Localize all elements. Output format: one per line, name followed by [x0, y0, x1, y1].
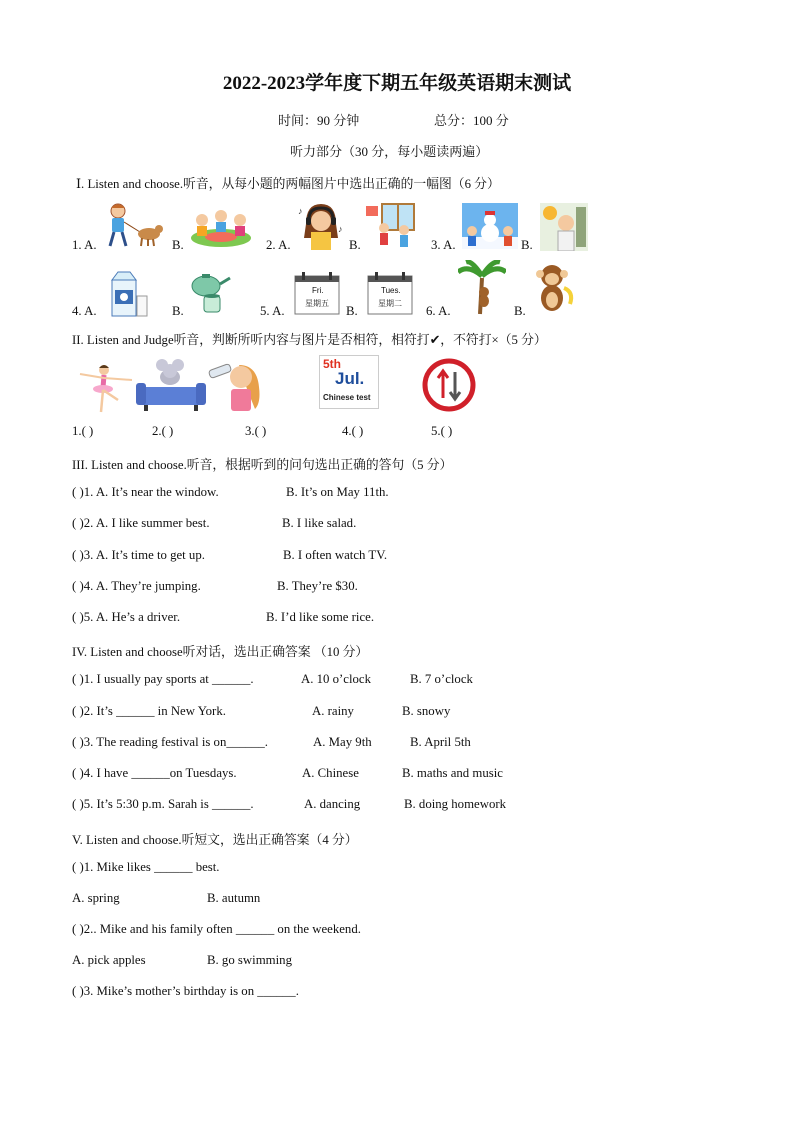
option-label: 3. A. — [431, 238, 456, 252]
question-stem: ( )1. Mike likes ______ best. — [72, 860, 220, 874]
section-3-heading: III. Listen and choose.听音，根据听到的问句选出正确的答句（5 分） — [72, 458, 453, 472]
girl-listening-music-picture — [296, 202, 346, 250]
section-4-heading: IV. Listen and choose听对话，选出正确答案 （10 分） — [72, 645, 369, 659]
option-b: B. maths and music — [402, 766, 503, 780]
question-stem: ( )1. I usually pay sports at ______. — [72, 672, 254, 686]
question-stem: ( )3. The reading festival is on______. — [72, 735, 268, 749]
option-b: B. April 5th — [410, 735, 471, 749]
option-b: B. 7 o’clock — [410, 672, 473, 686]
listening-section-title: 听力部分（30 分，每小题读两遍） — [290, 144, 489, 159]
tea-picture — [186, 270, 234, 314]
calendar-day-label: Fri. — [312, 286, 324, 295]
question-stem: ( )5. A. He’s a driver. — [72, 610, 181, 624]
ballet-dancer-picture — [74, 360, 136, 414]
total-score: 总分：100 分 — [434, 113, 509, 128]
section-5-heading: V. Listen and choose.听短文，选出正确答案（4 分） — [72, 833, 358, 847]
question-stem: ( )2.. Mike and his family often ______ on the weekend. — [72, 922, 361, 936]
option-b: B. go swimming — [207, 953, 292, 967]
date-card-caption: Chinese test — [323, 393, 371, 402]
option-label: 4. A. — [72, 304, 97, 318]
option-label: B. — [346, 304, 358, 318]
question-stem: ( )4. A. They’re jumping. — [72, 579, 201, 593]
calendar-friday-picture — [294, 271, 340, 315]
option-b: B. I like salad. — [282, 516, 357, 530]
svg-text:♪: ♪ — [338, 224, 343, 234]
question-stem: ( )2. It’s ______ in New York. — [72, 704, 226, 718]
option-label: 1. A. — [72, 238, 97, 252]
option-label: B. — [172, 238, 184, 252]
milk-picture — [108, 268, 148, 318]
option-a: A. rainy — [312, 704, 354, 718]
option-label: B. — [521, 238, 533, 252]
question-stem: ( )3. Mike’s mother’s birthday is on ______. — [72, 984, 299, 998]
date-card-picture — [319, 355, 379, 409]
monkey-eating-banana-picture — [530, 262, 578, 316]
option-label: B. — [514, 304, 526, 318]
building-snowman-picture — [462, 203, 518, 249]
judge-answer-3[interactable]: 3.( ) — [245, 424, 267, 438]
option-label: B. — [172, 304, 184, 318]
date-card-day: 5th — [323, 357, 341, 371]
option-b: B. I often watch TV. — [283, 548, 388, 562]
svg-text:♪: ♪ — [298, 206, 303, 216]
option-a: A. 10 o’clock — [301, 672, 372, 686]
option-a: A. Chinese — [302, 766, 359, 780]
picnic-picture — [190, 206, 252, 248]
exam-time: 时间：90 分钟 — [278, 113, 360, 128]
calendar-day-label: Tues. — [381, 286, 401, 295]
date-card-month: Jul. — [335, 369, 365, 388]
monkey-in-tree-picture — [458, 260, 506, 316]
judge-answer-5[interactable]: 5.( ) — [431, 424, 453, 438]
question-stem: ( )3. A. It’s time to get up. — [72, 548, 205, 562]
section-2-heading: II. Listen and Judge听音，判断所听内容与图片是否相符，相符打✔，不符打×（5 分） — [72, 333, 547, 347]
page-title: 2022-2023学年度下期五年级英语期末测试 — [222, 73, 572, 94]
option-a: A. pick apples — [72, 953, 146, 967]
kids-cleaning-window-picture — [364, 202, 416, 250]
option-b: B. doing homework — [404, 797, 507, 811]
option-b: B. snowy — [402, 704, 451, 718]
option-label: 5. A. — [260, 304, 285, 318]
option-a: A. May 9th — [313, 735, 372, 749]
hot-weather-picture — [540, 203, 588, 251]
section-1-heading: Ⅰ. Listen and choose.听音，从每小题的两幅图片中选出正确的一幅图（6 分） — [76, 177, 500, 191]
calendar-day-label: 星期五 — [305, 299, 329, 308]
question-stem: ( )5. It’s 5:30 p.m. Sarah is ______. — [72, 797, 254, 811]
option-a: A. dancing — [304, 797, 361, 811]
mouse-on-sofa-picture — [134, 357, 208, 413]
question-stem: ( )2. A. I like summer best. — [72, 516, 210, 530]
option-a: A. spring — [72, 891, 120, 905]
calendar-tuesday-picture — [367, 271, 413, 315]
option-label: 2. A. — [266, 238, 291, 252]
option-b: B. It’s on May 11th. — [286, 485, 389, 499]
question-stem: ( )1. A. It’s near the window. — [72, 485, 219, 499]
option-label: 6. A. — [426, 304, 451, 318]
judge-answer-1[interactable]: 1.( ) — [72, 424, 94, 438]
option-b: B. I’d like some rice. — [266, 610, 375, 624]
traffic-sign-picture — [420, 358, 478, 412]
boy-walking-dog-picture — [104, 202, 164, 250]
calendar-day-label: 星期二 — [378, 299, 402, 308]
question-stem: ( )4. I have ______on Tuesdays. — [72, 766, 237, 780]
option-label: B. — [349, 238, 361, 252]
judge-answer-4[interactable]: 4.( ) — [342, 424, 364, 438]
option-b: B. autumn — [207, 891, 261, 905]
judge-answer-2[interactable]: 2.( ) — [152, 424, 174, 438]
girl-drinking-picture — [205, 359, 263, 413]
option-b: B. They’re $30. — [277, 579, 358, 593]
